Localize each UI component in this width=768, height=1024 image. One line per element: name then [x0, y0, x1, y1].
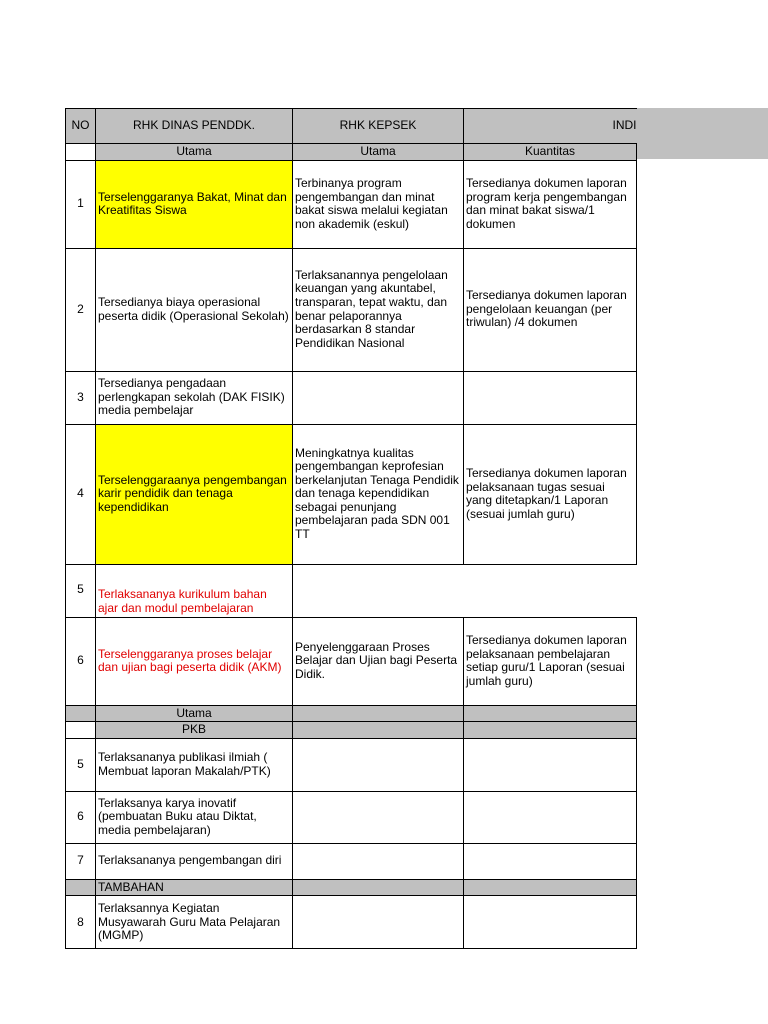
table-row — [66, 843, 637, 879]
row-no: 7 — [66, 843, 96, 879]
subheader-kepsek: Utama — [293, 144, 464, 161]
section-row-pkb — [66, 722, 637, 739]
row-indikator: Tersedianya dokumen laporan pelaksanaan pembelajaran setiap guru/1 Laporan (sesuai jumlah guru) — [464, 617, 637, 705]
row-dinas: Tersedianya biaya operasional peserta didik (Operasional Sekolah) — [96, 248, 293, 371]
row-dinas: Terselenggaranya Bakat, Minat dan Kreatifitas Siswa — [96, 160, 293, 248]
table-row — [66, 248, 637, 371]
row-kepsek — [293, 896, 464, 949]
subheader-indikator: Kuantitas — [464, 144, 637, 161]
subheader-dinas: Utama — [96, 144, 293, 161]
row-indikator — [464, 371, 637, 424]
subheader-no — [66, 144, 96, 161]
row-kepsek: Penyelenggaraan Proses Belajar dan Ujian bagi Peserta Didik. — [293, 617, 464, 705]
row-no: 2 — [66, 248, 96, 371]
header-overflow-fill — [636, 108, 768, 159]
table-row — [66, 564, 637, 617]
section-pkb-label: PKB — [96, 722, 293, 739]
section-kepsek — [293, 722, 464, 739]
table-row — [66, 160, 637, 248]
section-indikator — [464, 879, 637, 896]
row-dinas: Terlaksannya Kegiatan Musyawarah Guru Mata Pelajaran (MGMP) — [96, 896, 293, 949]
row-indikator — [464, 843, 637, 879]
row-indikator: Tersedianya dokumen laporan pengelolaan keuangan (per triwulan) /4 dokumen — [464, 248, 637, 371]
section-no — [66, 705, 96, 722]
section-kepsek — [293, 705, 464, 722]
row-no: 6 — [66, 791, 96, 843]
section-row-utama — [66, 705, 637, 722]
row-dinas: Terlaksananya kurikulum bahan ajar dan modul pembelajaran — [96, 564, 293, 617]
header-rhk-dinas: RHK DINAS PENDDK. — [96, 109, 293, 144]
row-kepsek — [293, 564, 464, 617]
table-row — [66, 738, 637, 791]
section-utama-label: Utama — [96, 705, 293, 722]
row-kepsek — [293, 843, 464, 879]
row-no: 1 — [66, 160, 96, 248]
row-indikator: Tersedianya dokumen laporan program kerja pengembangan dan minat bakat siswa/1 dokumen — [464, 160, 637, 248]
row-indikator — [464, 738, 637, 791]
table-row — [66, 896, 637, 949]
row-indikator — [464, 896, 637, 949]
row-kepsek — [293, 738, 464, 791]
section-tambahan-label: TAMBAHAN — [96, 879, 293, 896]
row-kepsek: Terlaksanannya pengelolaan keuangan yang akuntabel, transparan, tepat waktu, dan benar pelaporannya berdasarkan 8 standar Pendidikan Nasional — [293, 248, 464, 371]
row-no: 5 — [66, 738, 96, 791]
row-no: 6 — [66, 617, 96, 705]
section-kepsek — [293, 879, 464, 896]
section-row-tambahan — [66, 879, 637, 896]
header-row — [66, 109, 637, 144]
section-no — [66, 722, 96, 739]
section-indikator — [464, 722, 637, 739]
header-indikator-label: INDI — [612, 118, 637, 133]
rhk-table — [65, 108, 637, 949]
row-no: 3 — [66, 371, 96, 424]
header-no: NO — [66, 109, 96, 144]
row-kepsek — [293, 371, 464, 424]
row-kepsek — [293, 791, 464, 843]
row-dinas: Terlaksanya karya inovatif (pembuatan Buku atau Diktat, media pembelajaran) — [96, 791, 293, 843]
row-no: 4 — [66, 424, 96, 564]
row-dinas: Tersedianya pengadaan perlengkapan sekolah (DAK FISIK) media pembelajar — [96, 371, 293, 424]
table-row — [66, 371, 637, 424]
row-dinas: Terselenggaranya proses belajar dan ujian bagi peserta didik (AKM) — [96, 617, 293, 705]
row-indikator: Tersedianya dokumen laporan pelaksanaan tugas sesuai yang ditetapkan/1 Laporan (sesuai jumlah guru) — [464, 424, 637, 564]
row-kepsek: Meningkatnya kualitas pengembangan keprofesian berkelanjutan Tenaga Pendidik dan tenaga kependidikan sebagai penunjang pembelajaran pada SDN 001 TT — [293, 424, 464, 564]
row-dinas: Terlaksananya pengembangan diri — [96, 843, 293, 879]
row-indikator — [464, 564, 637, 617]
table-row — [66, 791, 637, 843]
row-dinas: Terlaksananya publikasi ilmiah ( Membuat laporan Makalah/PTK) — [96, 738, 293, 791]
subheader-row — [66, 144, 637, 161]
header-rhk-kepsek: RHK KEPSEK — [293, 109, 464, 144]
table-row — [66, 424, 637, 564]
section-no — [66, 879, 96, 896]
header-indikator — [464, 109, 637, 144]
table-row — [66, 617, 637, 705]
row-no: 5 — [66, 564, 96, 617]
row-no: 8 — [66, 896, 96, 949]
row-kepsek: Terbinanya program pengembangan dan minat bakat siswa melalui kegiatan non akademik (eskul) — [293, 160, 464, 248]
row-dinas: Terselenggaraanya pengembangan karir pendidik dan tenaga kependidikan — [96, 424, 293, 564]
section-indikator — [464, 705, 637, 722]
row-indikator — [464, 791, 637, 843]
